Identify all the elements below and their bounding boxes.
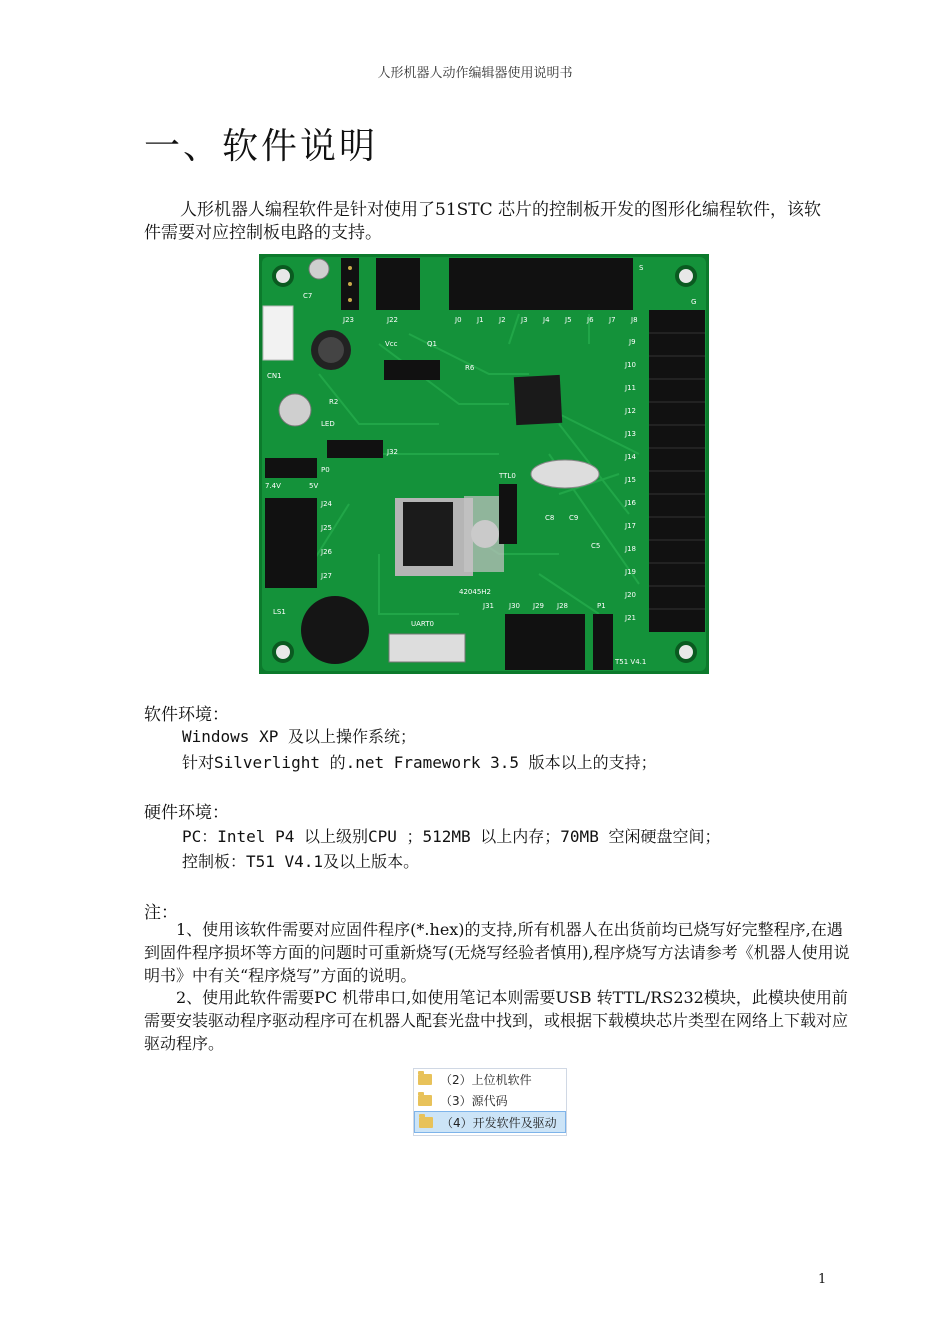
svg-text:UART0: UART0: [411, 620, 434, 628]
page-header: 人形机器人动作编辑器使用说明书: [377, 66, 573, 81]
svg-text:Q1: Q1: [427, 340, 437, 348]
folder-item-label: （3）源代码: [440, 1094, 508, 1108]
svg-text:J21: J21: [625, 614, 636, 622]
svg-text:P1: P1: [597, 602, 606, 610]
svg-text:J17: J17: [625, 522, 636, 530]
svg-text:J11: J11: [625, 384, 636, 392]
svg-text:J29: J29: [533, 602, 544, 610]
svg-text:J2: J2: [499, 316, 506, 324]
intro-paragraph: 人形机器人编程软件是针对使用了51STC 芯片的控制板开发的图形化编程软件，该软件需要对应控制板电路的支持。: [144, 200, 822, 243]
section-title: 一、软件说明: [144, 126, 379, 167]
svg-text:Vcc: Vcc: [385, 340, 398, 348]
svg-text:J15: J15: [625, 476, 636, 484]
svg-text:J28: J28: [557, 602, 568, 610]
note-paragraph-1: 1、使用该软件需要对应固件程序(*.hex)的支持,所有机器人在出货前均已烧写好完整程序,在遇到固件程序损坏等方面的问题时可重新烧写(无烧写经验者慎用),程序烧写方法请参考《机器人使用说明书》中有关“程序烧写”方面的说明。: [144, 920, 850, 985]
hardware-env-line-2: 控制板：T51 V4.1及以上版本。: [182, 852, 420, 871]
svg-text:42045H2: 42045H2: [459, 588, 491, 596]
svg-text:J26: J26: [321, 548, 332, 556]
svg-text:G: G: [691, 298, 697, 306]
svg-text:T51 V4.1: T51 V4.1: [615, 658, 647, 666]
folder-list: [413, 1068, 567, 1136]
svg-text:J7: J7: [609, 316, 616, 324]
svg-text:7.4V: 7.4V: [265, 482, 281, 490]
svg-text:J1: J1: [477, 316, 484, 324]
software-env-label: 软件环境：: [144, 705, 229, 725]
svg-text:P0: P0: [321, 466, 330, 474]
svg-text:J9: J9: [629, 338, 636, 346]
svg-text:5V: 5V: [309, 482, 319, 490]
svg-text:LS1: LS1: [273, 608, 286, 616]
svg-text:J25: J25: [321, 524, 332, 532]
svg-text:J20: J20: [625, 591, 636, 599]
svg-text:J14: J14: [625, 453, 636, 461]
svg-text:S: S: [639, 264, 644, 272]
folder-item-label: （4）开发软件及驱动: [441, 1115, 557, 1130]
svg-text:LED: LED: [321, 420, 335, 428]
software-env-line-1: Windows XP 及以上操作系统；: [182, 727, 416, 746]
svg-text:J8: J8: [631, 316, 638, 324]
svg-text:J4: J4: [543, 316, 550, 324]
svg-text:R6: R6: [465, 364, 475, 372]
svg-text:J0: J0: [455, 316, 462, 324]
note-label: 注：: [144, 903, 178, 923]
note-paragraph-2: 2、使用此软件需要PC 机带串口,如使用笔记本则需要USB 转TTL/RS232模块，此模块使用前需要安装驱动程序驱动程序可在机器人配套光盘中找到，或根据下载模块芯片类型在网络上下载对应驱动程序。: [144, 988, 849, 1053]
svg-text:J19: J19: [625, 568, 636, 576]
svg-text:J3: J3: [521, 316, 528, 324]
page-number: 1: [818, 1272, 827, 1287]
svg-text:TTL0: TTL0: [499, 472, 516, 480]
svg-text:R2: R2: [329, 398, 339, 406]
svg-text:J13: J13: [625, 430, 636, 438]
svg-text:C9: C9: [569, 514, 579, 522]
svg-text:J18: J18: [625, 545, 636, 553]
svg-text:J31: J31: [483, 602, 494, 610]
svg-text:J24: J24: [321, 500, 332, 508]
control-board-photo: [259, 254, 709, 674]
svg-text:J16: J16: [625, 499, 636, 507]
svg-text:J30: J30: [509, 602, 520, 610]
svg-text:J12: J12: [625, 407, 636, 415]
folder-item-label: （2）上位机软件: [440, 1073, 532, 1087]
svg-text:C8: C8: [545, 514, 555, 522]
folder-icon: [418, 1095, 432, 1106]
svg-text:J6: J6: [587, 316, 594, 324]
svg-text:J32: J32: [387, 448, 398, 456]
folder-item-dev-software-drivers[interactable]: [414, 1111, 566, 1133]
hardware-env-line-1: PC：Intel P4 以上级别CPU ；512MB 以上内存；70MB 空闲硬盘空间；: [182, 827, 721, 846]
svg-text:CN1: CN1: [267, 372, 282, 380]
svg-text:C7: C7: [303, 292, 313, 300]
svg-text:J5: J5: [565, 316, 572, 324]
board-label-j23: J23: [343, 316, 354, 324]
svg-text:C5: C5: [591, 542, 601, 550]
software-env-line-2: 针对Silverlight 的.net Framework 3.5 版本以上的支持；: [182, 753, 657, 772]
folder-item-upper-software[interactable]: [414, 1069, 566, 1090]
folder-icon: [418, 1074, 432, 1085]
folder-icon: [419, 1117, 433, 1128]
folder-item-source-code[interactable]: [414, 1090, 566, 1111]
svg-text:J27: J27: [321, 572, 332, 580]
hardware-env-label: 硬件环境：: [144, 803, 229, 823]
svg-text:J10: J10: [625, 361, 636, 369]
svg-text:J22: J22: [387, 316, 398, 324]
